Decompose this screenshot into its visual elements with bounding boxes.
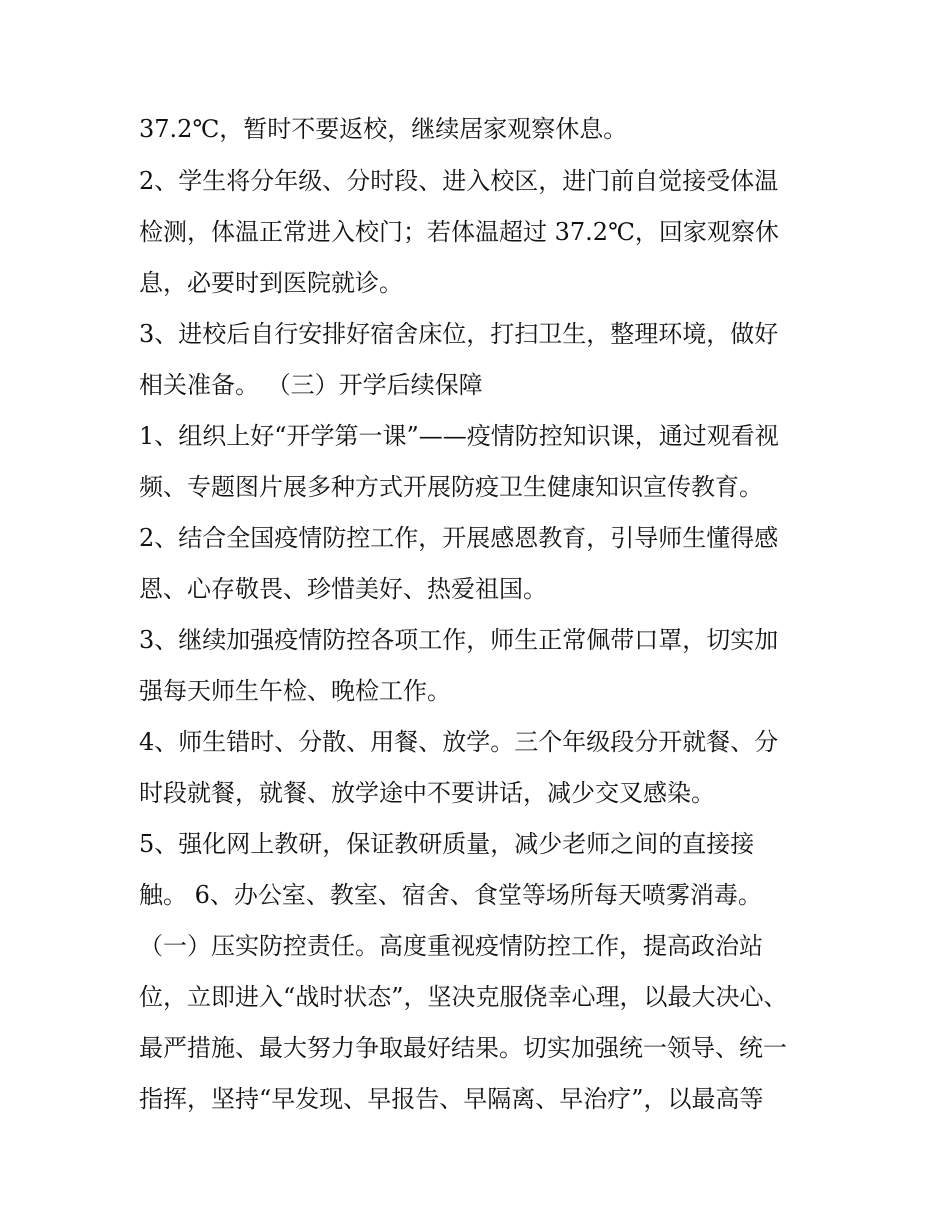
text-line: 最严措施、最大努力争取最好结果。切实加强统一领导、统一 <box>139 1034 787 1062</box>
text-line: 指挥，坚持“早发现、早报告、早隔离、早治疗”，以最高等 <box>139 1085 764 1113</box>
text-line: 相关准备。 （三）开学后续保障 <box>139 371 483 399</box>
text-line: 3、进校后自行安排好宿舍床位，打扫卫生，整理环境，做好 <box>139 320 779 348</box>
text-line: 3、继续加强疫情防控各项工作，师生正常佩带口罩，切实加 <box>139 626 779 654</box>
text-line: 1、组织上好“开学第一课”——疫情防控知识课，通过观看视 <box>139 422 779 450</box>
text-line: 2、结合全国疫情防控工作，开展感恩教育，引导师生懂得感 <box>139 524 779 552</box>
text-line: 频、专题图片展多种方式开展防疫卫生健康知识宣传教育。 <box>139 473 763 501</box>
text-line: 位，立即进入“战时状态”，坚决克服侥幸心理，以最大决心、 <box>139 983 788 1011</box>
text-line: 37.2℃，暂时不要返校，继续居家观察休息。 <box>139 115 628 143</box>
text-line: 4、师生错时、分散、用餐、放学。三个年级段分开就餐、分 <box>139 728 779 756</box>
text-line: 强每天师生午检、晚检工作。 <box>139 677 451 705</box>
text-line: 时段就餐，就餐、放学途中不要讲话，减少交叉感染。 <box>139 779 715 807</box>
text-line: 5、强化网上教研，保证教研质量，减少老师之间的直接接 <box>139 830 755 858</box>
text-line: 恩、心存敬畏、珍惜美好、热爱祖国。 <box>139 575 547 603</box>
text-line: 检测，体温正常进入校门；若体温超过 37.2℃，回家观察休 <box>139 218 779 246</box>
text-line: 触。 6、办公室、教室、宿舍、食堂等场所每天喷雾消毒。 <box>139 881 762 909</box>
text-line: （一）压实防控责任。高度重视疫情防控工作，提高政治站 <box>139 932 763 960</box>
text-line: 息，必要时到医院就诊。 <box>139 269 403 297</box>
text-line: 2、学生将分年级、分时段、进入校区，进门前自觉接受体温 <box>139 167 779 195</box>
